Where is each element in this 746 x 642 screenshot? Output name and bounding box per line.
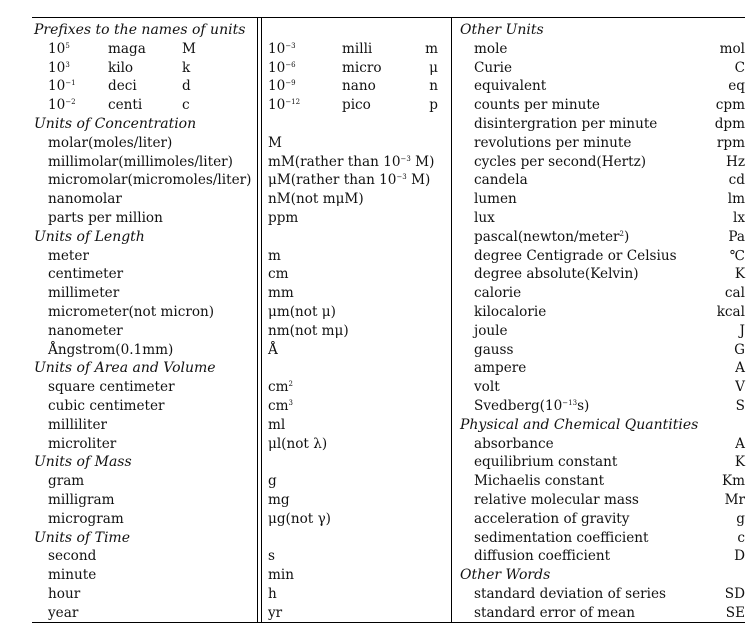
prefix-symbol: M [182,41,196,57]
prefix-factor-exponent: −2 [65,98,76,106]
mass-row [32,510,452,529]
length-symbol: μm(not μ) [268,304,336,320]
other-units-name: revolutions per minute [474,135,632,151]
other-units-name [474,228,629,247]
concentration-row [32,153,452,172]
other-words-name: standard deviation of series [474,586,666,602]
physical-chemical-name: Michaelis constant [474,473,605,489]
other-units-name: candela [474,172,528,188]
other-units-name-text-end: s) [577,398,590,414]
other-units-row [460,247,745,266]
prefix-name: milli [342,41,373,57]
area-volume-symbol: μl(not λ) [268,436,328,452]
area-volume-name: milliliter [48,417,107,433]
concentration-symbol: ppm [268,210,299,226]
area-volume-symbol-text: cm [268,398,289,414]
prefix-name: nano [342,78,376,94]
area-volume-symbol [268,397,293,416]
prefix-factor-text: 10 [268,60,286,76]
other-units-name: cycles per second(Hertz) [474,154,647,170]
prefix-heading: Prefixes to the names of units [34,22,246,38]
other-units-name: counts per minute [474,97,600,113]
mass-symbol: μg(not γ) [268,511,331,527]
other-units-symbol: cal [724,285,745,301]
other-units-name: Curie [474,60,513,76]
other-words-symbol: SE [725,605,745,621]
other-units-symbol: K [734,266,745,282]
time-symbol: min [268,567,294,583]
mass-name: milligram [48,492,115,508]
prefix-factor-text: 10 [268,41,286,57]
other-units-symbol: J [739,323,745,339]
area-volume-row [32,397,452,416]
length-heading: Units of Length [34,229,145,245]
other-units-row [460,359,745,378]
other-units-name [474,397,589,416]
time-symbol: h [268,586,277,602]
area-volume-name: microliter [48,436,117,452]
area-volume-row [32,378,452,397]
physical-chemical-symbol: A [735,436,745,452]
other-units-heading: Other Units [460,22,544,38]
other-units-row [460,265,745,284]
time-symbol: s [268,548,275,564]
mass-name: gram [48,473,85,489]
other-units-symbol: kcal [716,304,745,320]
other-units-row [460,397,745,416]
other-units-name: joule [474,323,508,339]
other-units-symbol: eq [728,78,745,94]
concentration-symbol-text: mM(rather than 10 [268,154,401,170]
length-symbol: Å [268,342,278,358]
concentration-symbol-text-end: M) [406,172,431,188]
prefix-factor-exponent: −3 [285,42,296,50]
other-units-name: gauss [474,342,514,358]
other-units-row [460,228,745,247]
prefix-factor-text: 10 [48,41,66,57]
prefix-symbol: d [182,78,191,94]
prefix-factor-exponent: −6 [285,61,296,69]
other-units-symbol: rpm [716,135,745,151]
mass-symbol: g [268,473,277,489]
other-units-name-exponent: −13 [562,399,578,407]
mass-row [32,472,452,491]
other-units-row [460,153,745,172]
mass-row [32,491,452,510]
area-volume-symbol [268,378,293,397]
prefix-name: deci [108,78,137,94]
prefix-factor-exponent: −9 [285,79,296,87]
other-units-symbol: cd [728,172,745,188]
other-units-symbol: A [735,360,745,376]
prefix-factor [268,59,296,78]
other-units-row [460,284,745,303]
time-name: second [48,548,97,564]
other-units-name: lumen [474,191,517,207]
prefix-name: centi [108,97,143,113]
prefix-factor-text: 10 [48,78,66,94]
time-name: hour [48,586,81,602]
prefix-factor [268,96,300,115]
prefix-factor-text: 10 [48,60,66,76]
other-units-row [460,303,745,322]
area-volume-symbol-exponent: 3 [288,399,293,407]
concentration-name: millimolar(millimoles/liter) [48,154,233,170]
concentration-symbol-text-end: M) [410,154,435,170]
other-units-row [460,77,745,96]
physical-chemical-name: sedimentation coefficient [474,530,649,546]
physical-chemical-name: absorbance [474,436,554,452]
other-words-name: standard error of mean [474,605,636,621]
prefix-row [32,40,452,59]
prefix-factor-exponent: −1 [65,79,76,87]
concentration-name: nanomolar [48,191,122,207]
prefix-row [32,77,452,96]
units-table [32,17,745,623]
other-units-name-text: Svedberg(10 [474,398,563,414]
length-row [32,341,452,360]
other-units-symbol: ℃ [729,248,745,264]
other-units-row [460,341,745,360]
other-units-name: kilocalorie [474,304,547,320]
time-row [32,566,452,585]
length-row [32,247,452,266]
length-symbol: cm [268,266,289,282]
other-units-name: degree absolute(Kelvin) [474,266,639,282]
mass-name: microgram [48,511,124,527]
other-units-row [460,190,745,209]
concentration-symbol: nM(not mμM) [268,191,364,207]
concentration-symbol-text: μM(rather than 10 [268,172,397,188]
other-units-symbol: G [734,342,745,358]
other-words-row [460,604,745,623]
time-name: year [48,605,79,621]
length-name: micrometer(not micron) [48,304,215,320]
other-units-row [460,209,745,228]
physical-chemical-symbol: c [737,530,745,546]
physical-chemical-symbol: Km [721,473,745,489]
physical-chemical-row [460,491,745,510]
other-units-row [460,96,745,115]
time-row [32,604,452,623]
area-volume-row [32,435,452,454]
prefix-factor-text: 10 [48,97,66,113]
time-symbol: yr [268,605,283,621]
prefix-name: micro [342,60,382,76]
physical-chemical-row [460,472,745,491]
concentration-row [32,190,452,209]
other-units-symbol: mol [719,41,745,57]
length-row [32,303,452,322]
area-volume-name: square centimeter [48,379,175,395]
other-units-name: mole [474,41,508,57]
other-units-symbol: lm [727,191,745,207]
other-units-symbol: S [735,398,745,414]
other-units-name: calorie [474,285,522,301]
physical-chemical-name: relative molecular mass [474,492,639,508]
time-row [32,547,452,566]
prefix-symbol: k [182,60,191,76]
other-units-name: lux [474,210,495,226]
time-row [32,585,452,604]
prefix-name: pico [342,97,371,113]
prefix-name: maga [108,41,146,57]
physical-chemical-heading: Physical and Chemical Quantities [460,417,699,433]
top-rule [32,17,745,18]
other-units-row [460,40,745,59]
concentration-name: parts per million [48,210,163,226]
prefix-factor [268,40,296,59]
length-symbol: m [268,248,281,264]
other-units-symbol: cpm [715,97,745,113]
other-units-row [460,171,745,190]
physical-chemical-name: acceleration of gravity [474,511,630,527]
prefix-row [32,59,452,78]
prefix-symbol: c [182,97,190,113]
area-volume-name: cubic centimeter [48,398,165,414]
area-volume-symbol-text: cm [268,379,289,395]
other-units-name-exponent: 2 [619,230,624,238]
concentration-row [32,134,452,153]
other-units-name: equivalent [474,78,547,94]
other-units-row [460,59,745,78]
other-words-symbol: SD [724,586,745,602]
prefix-factor-exponent: 5 [65,42,70,50]
other-units-symbol: C [734,60,745,76]
prefix-factor-exponent: 3 [65,61,70,69]
other-units-symbol: lx [732,210,745,226]
length-row [32,284,452,303]
physical-chemical-row [460,435,745,454]
concentration-symbol-exponent: −3 [400,155,411,163]
other-words-row [460,585,745,604]
concentration-symbol: M [268,135,282,151]
physical-chemical-symbol: K [734,454,745,470]
prefix-factor-text: 10 [268,97,286,113]
concentration-symbol-exponent: −3 [396,173,407,181]
concentration-name: micromolar(micromoles/liter) [48,172,252,188]
length-symbol: nm(not mμ) [268,323,349,339]
other-units-name-text: pascal(newton/meter [474,229,620,245]
other-units-name: degree Centigrade or Celsius [474,248,677,264]
other-units-symbol: V [735,379,745,395]
length-row [32,322,452,341]
other-units-name: disintergration per minute [474,116,658,132]
physical-chemical-name: equilibrium constant [474,454,618,470]
prefix-symbol: μ [429,60,438,76]
length-name: millimeter [48,285,120,301]
prefix-row [32,96,452,115]
area-volume-heading: Units of Area and Volume [34,360,216,376]
prefix-factor-exponent: −12 [285,98,301,106]
other-units-symbol: Hz [725,154,745,170]
time-name: minute [48,567,97,583]
other-units-row [460,322,745,341]
other-words-heading: Other Words [460,567,551,583]
prefix-symbol: n [429,78,438,94]
concentration-symbol [268,171,430,190]
prefix-factor [268,77,296,96]
physical-chemical-row [460,529,745,548]
prefix-factor-text: 10 [268,78,286,94]
other-units-row [460,115,745,134]
other-units-name: volt [474,379,500,395]
other-units-name: ampere [474,360,527,376]
concentration-row [32,171,452,190]
length-name: Ångstrom(0.1mm) [48,342,174,358]
other-units-row [460,378,745,397]
prefix-symbol: p [429,97,438,113]
time-heading: Units of Time [34,530,130,546]
mass-heading: Units of Mass [34,454,132,470]
other-units-row [460,134,745,153]
other-units-name-text-end: ) [623,229,630,245]
physical-chemical-symbol: Mr [724,492,745,508]
length-name: meter [48,248,89,264]
area-volume-row [32,416,452,435]
mass-symbol: mg [268,492,290,508]
physical-chemical-symbol: g [736,511,745,527]
concentration-symbol [268,153,434,172]
other-units-symbol: Pa [728,229,745,245]
prefix-name: kilo [108,60,134,76]
physical-chemical-row [460,510,745,529]
concentration-name: molar(moles/liter) [48,135,173,151]
other-units-symbol: dpm [714,116,745,132]
physical-chemical-row [460,547,745,566]
physical-chemical-symbol: D [734,548,745,564]
length-name: nanometer [48,323,123,339]
prefix-symbol: m [425,41,438,57]
physical-chemical-name: diffusion coefficient [474,548,611,564]
concentration-row [32,209,452,228]
area-volume-symbol: ml [268,417,286,433]
length-name: centimeter [48,266,124,282]
length-symbol: mm [268,285,294,301]
area-volume-symbol-exponent: 2 [288,380,293,388]
length-row [32,265,452,284]
concentration-heading: Units of Concentration [34,116,197,132]
physical-chemical-row [460,453,745,472]
